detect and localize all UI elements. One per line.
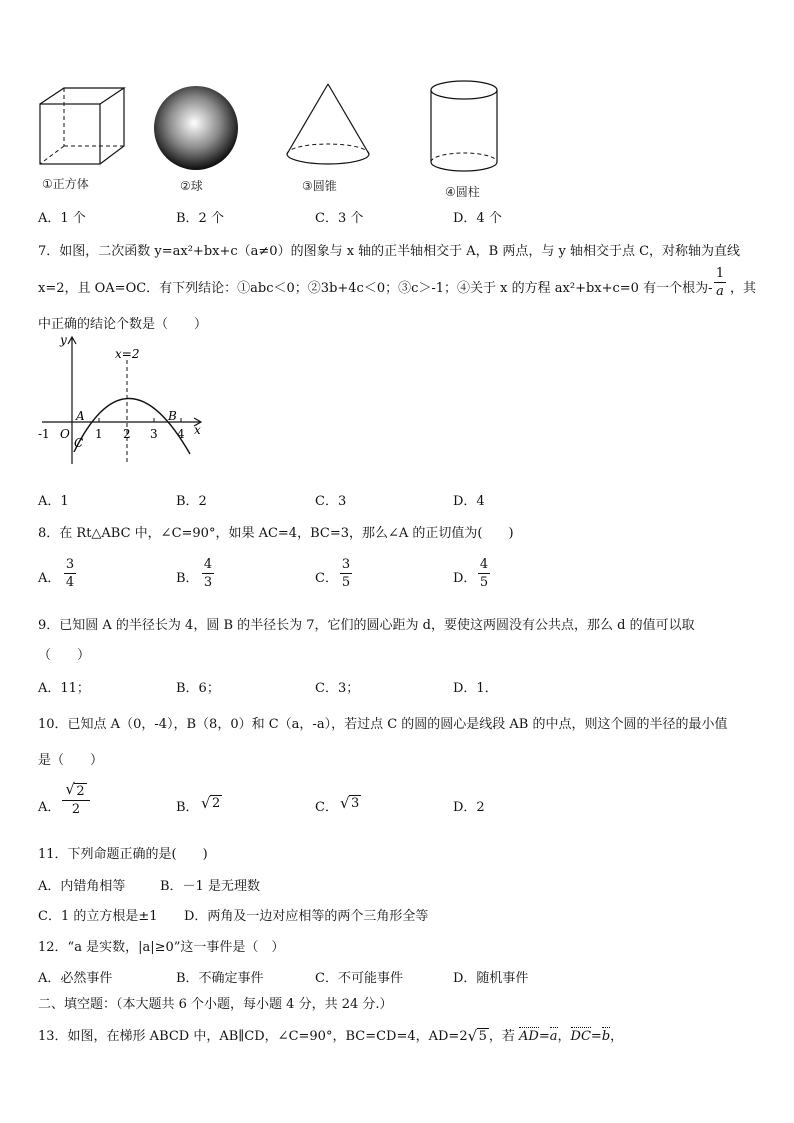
q8-option-d-fraction: 4 5 [479,557,489,590]
section-2-heading: 二、填空题：（本大题共 6 个小题，每小题 4 分，共 24 分.） [38,997,393,1012]
q6-option-a[interactable]: A．1 个 [38,211,86,226]
q7-line2 [38,277,712,296]
q12-option-d[interactable]: D．随机事件 [453,971,529,986]
cube-figure [34,84,134,168]
q13-prefix: 13．如图，在梯形 ABCD 中，AB∥CD，∠C=90°，BC=CD=4，AD=2 [38,1029,468,1044]
y-axis-label: y [60,333,67,347]
cone-figure [283,80,373,172]
q8-option-c-fraction: 3 5 [341,557,351,590]
q9-option-d[interactable]: D．1． [453,681,498,696]
q7-option-a[interactable]: A．1 [38,494,69,509]
q12-stem: 12．“a 是实数，|a|≥0”这一事件是（ ） [38,940,285,955]
q10-option-b-sqrt: √ 2 [201,794,221,812]
point-a-label: A [76,409,85,423]
q11-option-c[interactable]: C．1 的立方根是±1 [38,909,158,924]
q7-parabola-graph [34,330,214,470]
point-c-label: C [74,436,84,450]
q9-option-a[interactable]: A．11； [38,681,90,696]
q6-option-d[interactable]: D．4 个 [453,211,502,226]
q7-option-d[interactable]: D．4 [453,494,485,509]
q7-line1: 7．如图，二次函数 y=ax²+bx+c（a≠0）的图象与 x 轴的正半轴相交于 A，B 两点，与 y 轴相交于点 C，对称轴为直线 [38,244,741,259]
tick-label-1: 1 [95,427,103,441]
q8-option-c-label[interactable]: C． [315,571,338,586]
tick-label-4: 4 [177,427,185,441]
x-axis-label: x [194,423,201,437]
q13-vector-dc: DC [570,1029,591,1044]
q12-option-c[interactable]: C．不可能事件 [315,971,403,986]
q7-line2-tail: ，其 [730,281,757,296]
q11-option-b[interactable]: B．－1 是无理数 [160,879,260,894]
q12-option-a[interactable]: A．必然事件 [38,971,113,986]
origin-label: O [60,427,70,441]
q12-option-b[interactable]: B．不确定事件 [176,971,264,986]
q7-option-c[interactable]: C．3 [315,494,347,509]
q11-option-d[interactable]: D．两角及一边对应相等的两个三角形全等 [184,909,429,924]
q9-line1: 9．已知圆 A 的半径长为 4，圆 B 的半径长为 7，它们的圆心距为 d，要使这两圆没有公共点，那么 d 的值可以取 [38,618,695,633]
q7-line2-text: x=2，且 OA=OC．有下列结论：①abc＜0；②3b+4c＜0；③c＞-1；④关于 x 的方程 ax²+bx+c=0 有一个根为- [38,281,713,296]
q11-option-a[interactable]: A．内错角相等 [38,879,126,894]
q8-option-b-label[interactable]: B． [176,571,199,586]
q7-fraction [714,266,726,299]
q7-fraction-num: 1 [715,266,725,281]
cube-caption: ①正方体 [42,177,89,191]
q8-stem: 8．在 Rt△ABC 中，∠C=90°，如果 AC=4，BC=3，那么∠A 的正切值为( ) [38,526,514,541]
q11-stem: 11．下列命题正确的是( ) [38,847,208,862]
q8-option-a-label[interactable]: A． [38,571,61,586]
q13-vector-a: a [549,1029,558,1044]
q13-radicand: 5 [478,1029,487,1044]
q10-option-d[interactable]: D．2 [453,800,485,815]
q8-option-b-fraction: 4 3 [203,557,213,590]
q6-option-b[interactable]: B．2 个 [176,211,224,226]
symmetry-label: x=2 [115,347,140,361]
q13-vector-ad: AD [519,1029,539,1044]
q9-option-b[interactable]: B．6； [176,681,220,696]
q6-option-c[interactable]: C．3 个 [315,211,364,226]
q10-line1: 10．已知点 A（0，-4），B（8，0）和 C（a，-a），若过点 C 的圆的圆心是线段 AB 的中点，则这个圆的半径的最小值 [38,717,728,732]
sphere-figure [152,84,242,172]
tick-label-2: 2 [123,427,131,441]
cylinder-figure [426,78,502,178]
q10-option-b-label[interactable]: B． [176,800,199,815]
q10-option-a-label[interactable]: A． [38,800,61,815]
q7-fraction-den: a [716,284,724,299]
point-b-label: B [168,409,177,423]
q9-line2: （ ） [38,648,91,663]
cone-caption: ③圆锥 [302,179,337,193]
q8-option-a-fraction: 3 4 [65,557,75,590]
tick-label-3: 3 [150,427,158,441]
q10-option-c-label[interactable]: C． [315,800,338,815]
q13-mid: ，若 [488,1029,515,1044]
q8-option-d-label[interactable]: D． [453,571,477,586]
parabola-curve [74,398,190,454]
q9-option-c[interactable]: C．3； [315,681,360,696]
q7-option-b[interactable]: B．2 [176,494,207,509]
q7-line3: 中正确的结论个数是（ ） [38,317,208,332]
q13-vector-b: b [601,1029,611,1044]
question-13: 13．如图，在梯形 ABCD 中，AB∥CD，∠C=90°，BC=CD=4，AD=2 √ 5 ，若 AD=a，DC=b， [38,1027,624,1045]
q10-option-a-fraction: √ 2 2 [62,784,90,817]
q10-option-c-sqrt: √ 3 [340,794,360,812]
sphere-caption: ②球 [180,179,203,193]
tick-label-neg1: -1 [38,427,50,441]
cylinder-caption: ④圆柱 [445,185,480,199]
q10-line2: 是（ ） [38,753,104,768]
